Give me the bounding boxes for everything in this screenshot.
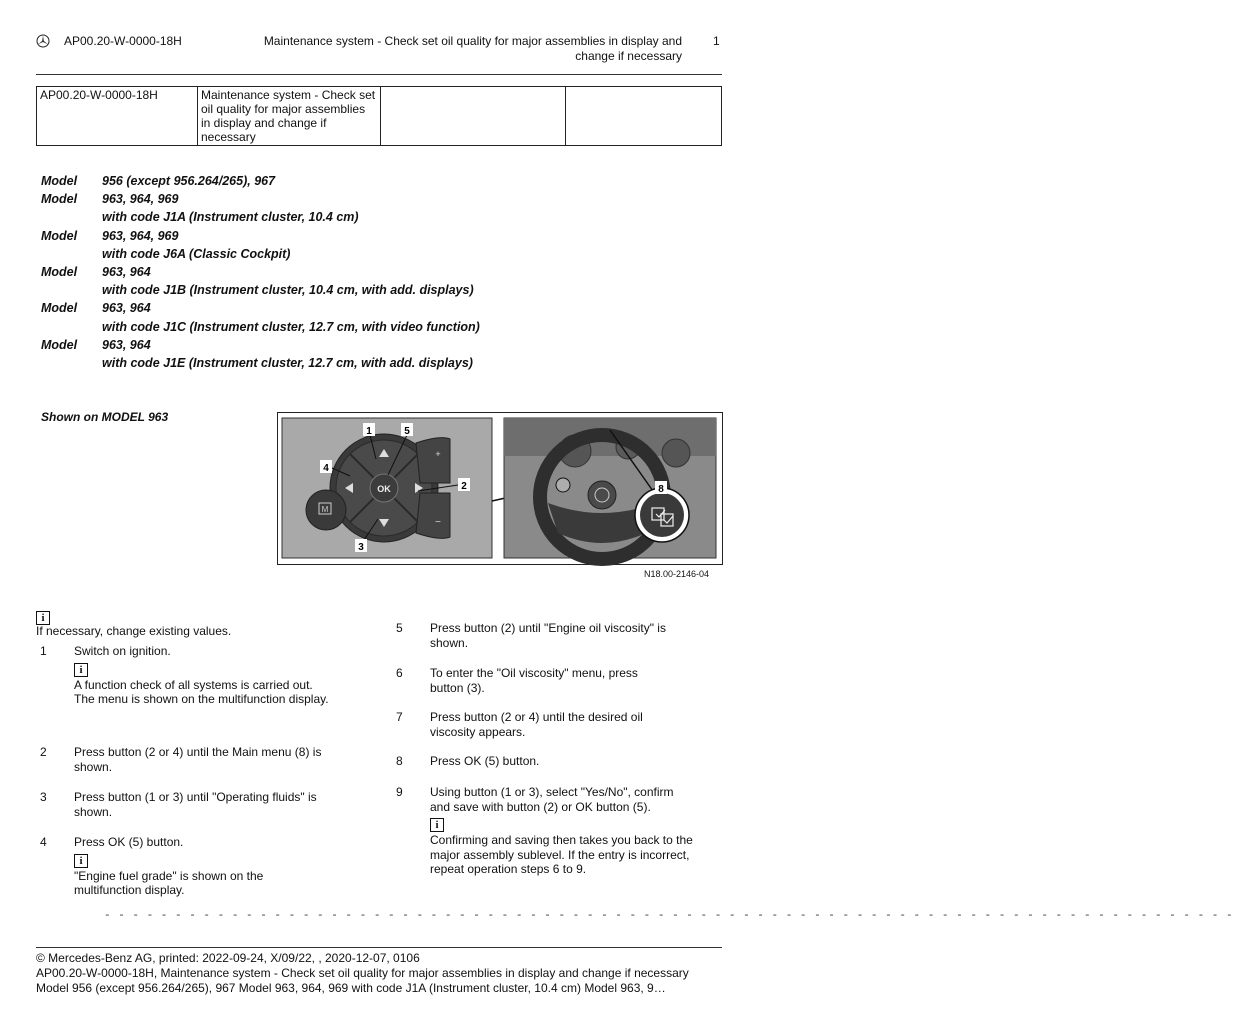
mercedes-star-icon [36,34,50,48]
step-number: 1 [40,644,47,658]
step-number: 3 [40,790,47,804]
info-icon: i [74,854,88,868]
model-list [41,172,480,372]
info-icon: i [36,611,50,625]
intro-text: If necessary, change existing values. [36,624,232,638]
footer-copyright: © Mercedes-Benz AG, printed: 2022-09-24, X/09/22, , 2020-12-07, 0106 [36,951,420,965]
model-label: Model [41,174,78,188]
header-title: Maintenance system - Check set oil quality for major assemblies in display and change if necessary [263,34,682,63]
page-number: 1 [713,34,720,48]
table-cell-title: Maintenance system - Check set oil quality for major assemblies in display and change if necessary [198,87,381,146]
model-value: 963, 964 [102,337,151,352]
footer [36,951,722,996]
model-code: with code J1B (Instrument cluster, 10.4 cm, with add. displays) [102,283,474,298]
plus-label: + [435,449,441,459]
model-label: Model [41,301,78,316]
footer-doc-reference: AP00.20-W-0000-18H, Maintenance system - Check set oil quality for major assemblies in display and change if necessary [36,966,689,980]
model-code: with code J6A (Classic Cockpit) [102,246,291,261]
step-number: 8 [396,754,403,768]
step-text: Using button (1 or 3), select "Yes/No", confirm and save with button (2) or OK button (5). [430,785,674,814]
model-value: 963, 964 [102,264,151,279]
model-label: Model [41,264,78,279]
step-note: Confirming and saving then takes you back to the major assembly sublevel. If the entry is incorrect, repeat operation steps 6 to 9. [430,833,693,876]
step-text: Press OK (5) button. [74,835,184,849]
shown-on-label: Shown on MODEL 963 [41,410,169,424]
doc-info-table [36,86,722,146]
callout-1: 1 [366,426,372,437]
step-number: 4 [40,835,47,849]
figure-illustration [278,413,722,564]
table-cell-id: AP00.20-W-0000-18H [37,87,198,146]
model-code: with code J1A (Instrument cluster, 10.4 cm) [102,210,359,225]
callout-3: 3 [358,542,364,553]
model-code: with code J1C (Instrument cluster, 12.7 cm, with video function) [102,319,480,334]
info-icon: i [430,818,444,832]
header-doc-id: AP00.20-W-0000-18H [64,34,182,48]
model-label: Model [41,192,78,207]
minus-label: − [435,517,441,528]
step-number: 2 [40,745,47,759]
step-number: 9 [396,785,403,799]
callout-2: 2 [461,481,467,492]
table-cell-empty [381,87,566,146]
step-text: To enter the "Oil viscosity" menu, press button (3). [430,666,638,695]
step-text: Press OK (5) button. [430,754,540,768]
steering-wheel-figure [277,412,723,565]
model-value: 963, 964, 969 [102,192,179,207]
model-label: Model [41,337,78,352]
model-value: 963, 964, 969 [102,228,179,243]
info-icon: i [74,663,88,677]
step-number: 6 [396,666,403,680]
step-number: 7 [396,710,403,724]
step-note: A function check of all systems is carried out. The menu is shown on the multifunction display. [74,677,329,706]
model-code: with code J1E (Instrument cluster, 12.7 cm, with add. displays) [102,355,473,370]
callout-8: 8 [658,484,664,495]
footer-rule [36,947,722,948]
step-text: Press button (2 or 4) until the Main menu (8) is shown. [74,745,322,774]
m-button-label: M [321,505,329,514]
model-value: 963, 964 [102,301,151,316]
callout-5: 5 [404,426,410,437]
header-rule [36,74,722,75]
step-note: "Engine fuel grade" is shown on the multifunction display. [74,868,264,897]
step-text: Press button (2 or 4) until the desired oil viscosity appears. [430,710,643,739]
model-value: 956 (except 956.264/265), 967 [102,174,276,188]
step-text: Press button (1 or 3) until "Operating fluids" is shown. [74,790,317,819]
figure-caption: N18.00-2146-04 [644,569,710,579]
step-text: Switch on ignition. [74,644,171,658]
callout-4: 4 [323,463,329,474]
footer-models: Model 956 (except 956.264/265), 967 Model 963, 964, 969 with code J1A (Instrument cluster, 10.4 cm) Model 963, 9… [36,981,666,995]
step-text: Press button (2) until "Engine oil viscosity" is shown. [430,621,666,650]
dashed-separator: - - - - - - - - - - - - - - - - - - - - - - - - - - - - - - - - - - - - - - - - - - - - - - - - - - - - - - - - - - - - - - - - - - - - - - - - - - - - - - - - [104,910,1233,922]
step-number: 5 [396,621,403,635]
ok-button-label: OK [377,484,391,494]
model-label: Model [41,228,78,243]
table-cell-empty [566,87,722,146]
